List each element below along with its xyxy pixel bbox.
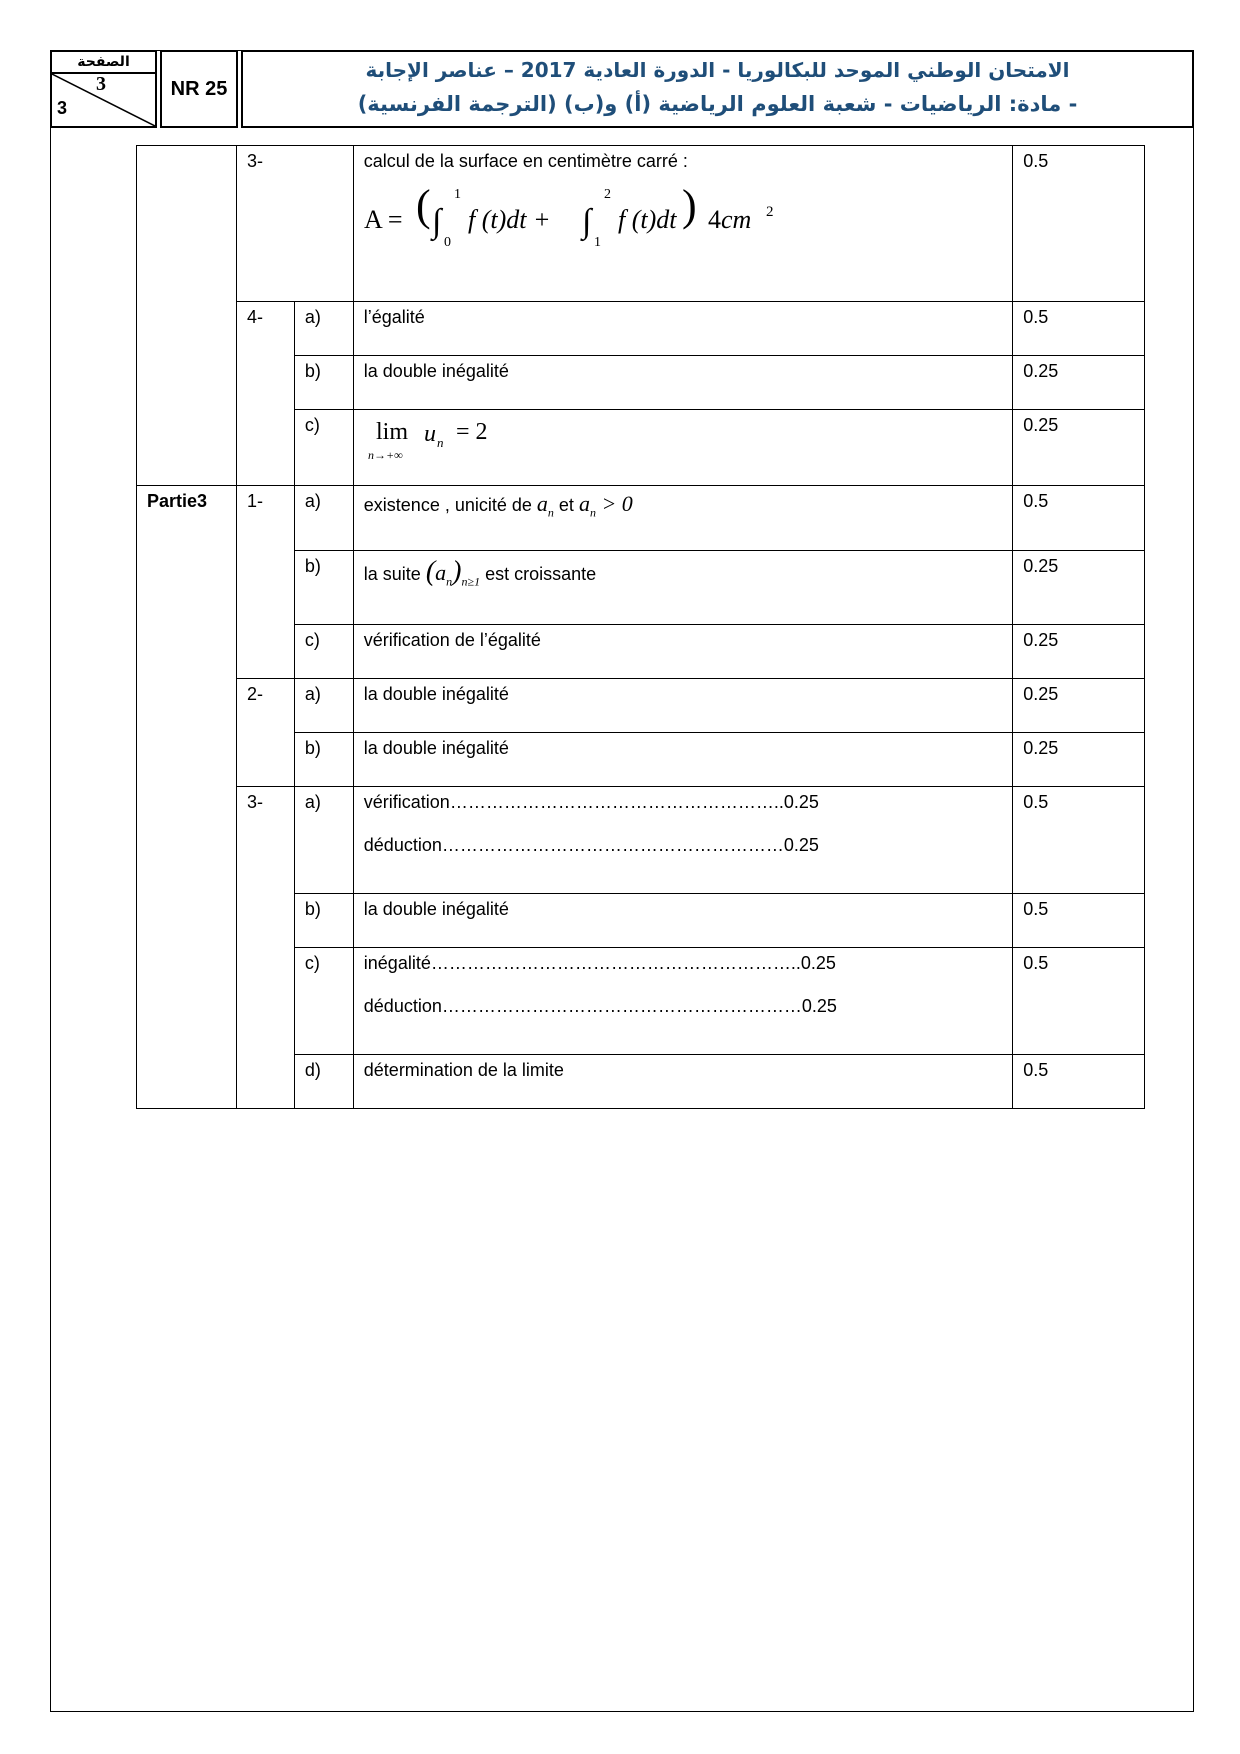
math-sequence: $(a_n)_{n\ge 1}$: [425, 556, 481, 589]
criterion-text: détermination de la limite: [353, 1055, 1012, 1109]
table-row: [137, 787, 1145, 894]
points-cell: 0.25: [1013, 551, 1145, 625]
criterion-text: la double inégalité: [353, 356, 1012, 410]
limit-formula: [364, 415, 514, 465]
criterion-line: inégalité……………………………………………………..0.25: [363, 953, 836, 973]
points-cell: 0.5: [1013, 1055, 1145, 1109]
criterion-cell: [353, 551, 1012, 625]
criterion-text: la double inégalité: [353, 894, 1012, 948]
svg-text:A =: A =: [363, 205, 403, 234]
points-cell: 0.5: [1013, 948, 1145, 1055]
criterion-cell: [353, 410, 1012, 486]
sub-question: c): [294, 948, 353, 1055]
criterion-cell: [353, 146, 1012, 302]
exam-code-box: [160, 50, 238, 128]
svg-text:1: 1: [453, 187, 461, 202]
points-cell: 0.25: [1013, 625, 1145, 679]
page-number-box: [50, 50, 157, 128]
sub-question: d): [294, 1055, 353, 1109]
criterion-line: déduction…………………………………………………0.25: [363, 835, 819, 855]
page-total: 3: [57, 98, 68, 118]
points-cell: 0.25: [1013, 733, 1145, 787]
criterion-text: vérification de l’égalité: [353, 625, 1012, 679]
part-cell: [137, 146, 237, 486]
svg-text:lim: lim: [375, 419, 408, 445]
svg-text:n→+∞: n→+∞: [367, 448, 403, 462]
svg-text:= 2: = 2: [455, 419, 488, 445]
table-row: [137, 679, 1145, 733]
criterion-text: la double inégalité: [353, 733, 1012, 787]
criterion-line: vérification………………………………………………..0.25: [363, 792, 819, 812]
sub-question: b): [294, 551, 353, 625]
grading-table: [136, 145, 1145, 1109]
points-cell: 0.25: [1013, 410, 1145, 486]
exam-title: الامتحان الوطني الموحد للبكالوريا - الدورة العادية 2017 – عناصر الإجابة: [365, 58, 1070, 82]
table-row: [137, 486, 1145, 551]
question-number: 3-: [236, 787, 294, 1109]
exam-title-box: [241, 50, 1194, 128]
sub-question: a): [294, 302, 353, 356]
sub-question: a): [294, 787, 353, 894]
criterion-line: déduction……………………………………………………0.25: [363, 996, 837, 1016]
criterion-text: calcul de la surface en centimètre carré :: [363, 151, 688, 171]
criterion-cell: [353, 787, 1012, 894]
sub-question: c): [294, 410, 353, 486]
question-number: 3-: [236, 146, 353, 302]
criterion-text: la double inégalité: [353, 679, 1012, 733]
sub-question: b): [294, 733, 353, 787]
page-current: 3: [96, 73, 106, 95]
svg-text:u: u: [423, 421, 436, 447]
criterion-cell: [353, 948, 1012, 1055]
exam-subject: - مادة: الرياضيات - شعبة العلوم الرياضية (أ) و(ب) (الترجمة الفرنسية): [357, 92, 1078, 116]
area-formula: [364, 176, 784, 254]
table-row: [137, 146, 1145, 302]
question-number: 4-: [236, 302, 294, 486]
points-cell: 0.25: [1013, 356, 1145, 410]
svg-text:1: 1: [593, 235, 601, 250]
math-a-n: $a_n$: [536, 491, 554, 520]
svg-text:f (t)dt: f (t)dt: [617, 205, 677, 234]
sub-question: a): [294, 486, 353, 551]
criterion-text: l’égalité: [353, 302, 1012, 356]
svg-text:f (t)dt +: f (t)dt +: [467, 205, 551, 234]
criterion-cell: [353, 486, 1012, 551]
table-row: [137, 302, 1145, 356]
svg-text:4cm: 4cm: [707, 205, 752, 234]
points-cell: 0.5: [1013, 894, 1145, 948]
svg-text:∫: ∫: [581, 203, 592, 240]
svg-text:0: 0: [443, 235, 451, 250]
criterion-text: et: [558, 495, 574, 515]
sub-question: c): [294, 625, 353, 679]
criterion-text: la suite: [363, 564, 421, 584]
points-cell: 0.5: [1013, 146, 1145, 302]
criterion-text: est croissante: [485, 564, 597, 584]
question-number: 1-: [236, 486, 294, 679]
math-a-n-positive: $a_n > 0$: [578, 491, 633, 520]
points-cell: 0.25: [1013, 679, 1145, 733]
points-cell: 0.5: [1013, 486, 1145, 551]
sub-question: b): [294, 894, 353, 948]
svg-text:(: (: [415, 181, 431, 230]
svg-text:∫: ∫: [431, 203, 442, 240]
criterion-text: existence , unicité de: [363, 495, 532, 515]
svg-text:): ): [681, 181, 697, 230]
points-cell: 0.5: [1013, 302, 1145, 356]
points-cell: 0.5: [1013, 787, 1145, 894]
question-number: 2-: [236, 679, 294, 787]
sub-question: a): [294, 679, 353, 733]
svg-text:2: 2: [603, 187, 611, 202]
page-label: الصفحة: [52, 52, 155, 74]
svg-text:n: n: [436, 435, 444, 450]
sub-question: b): [294, 356, 353, 410]
svg-text:2: 2: [765, 204, 774, 220]
exam-code: NR 25: [170, 77, 228, 100]
part-label: Partie3: [137, 486, 237, 1109]
